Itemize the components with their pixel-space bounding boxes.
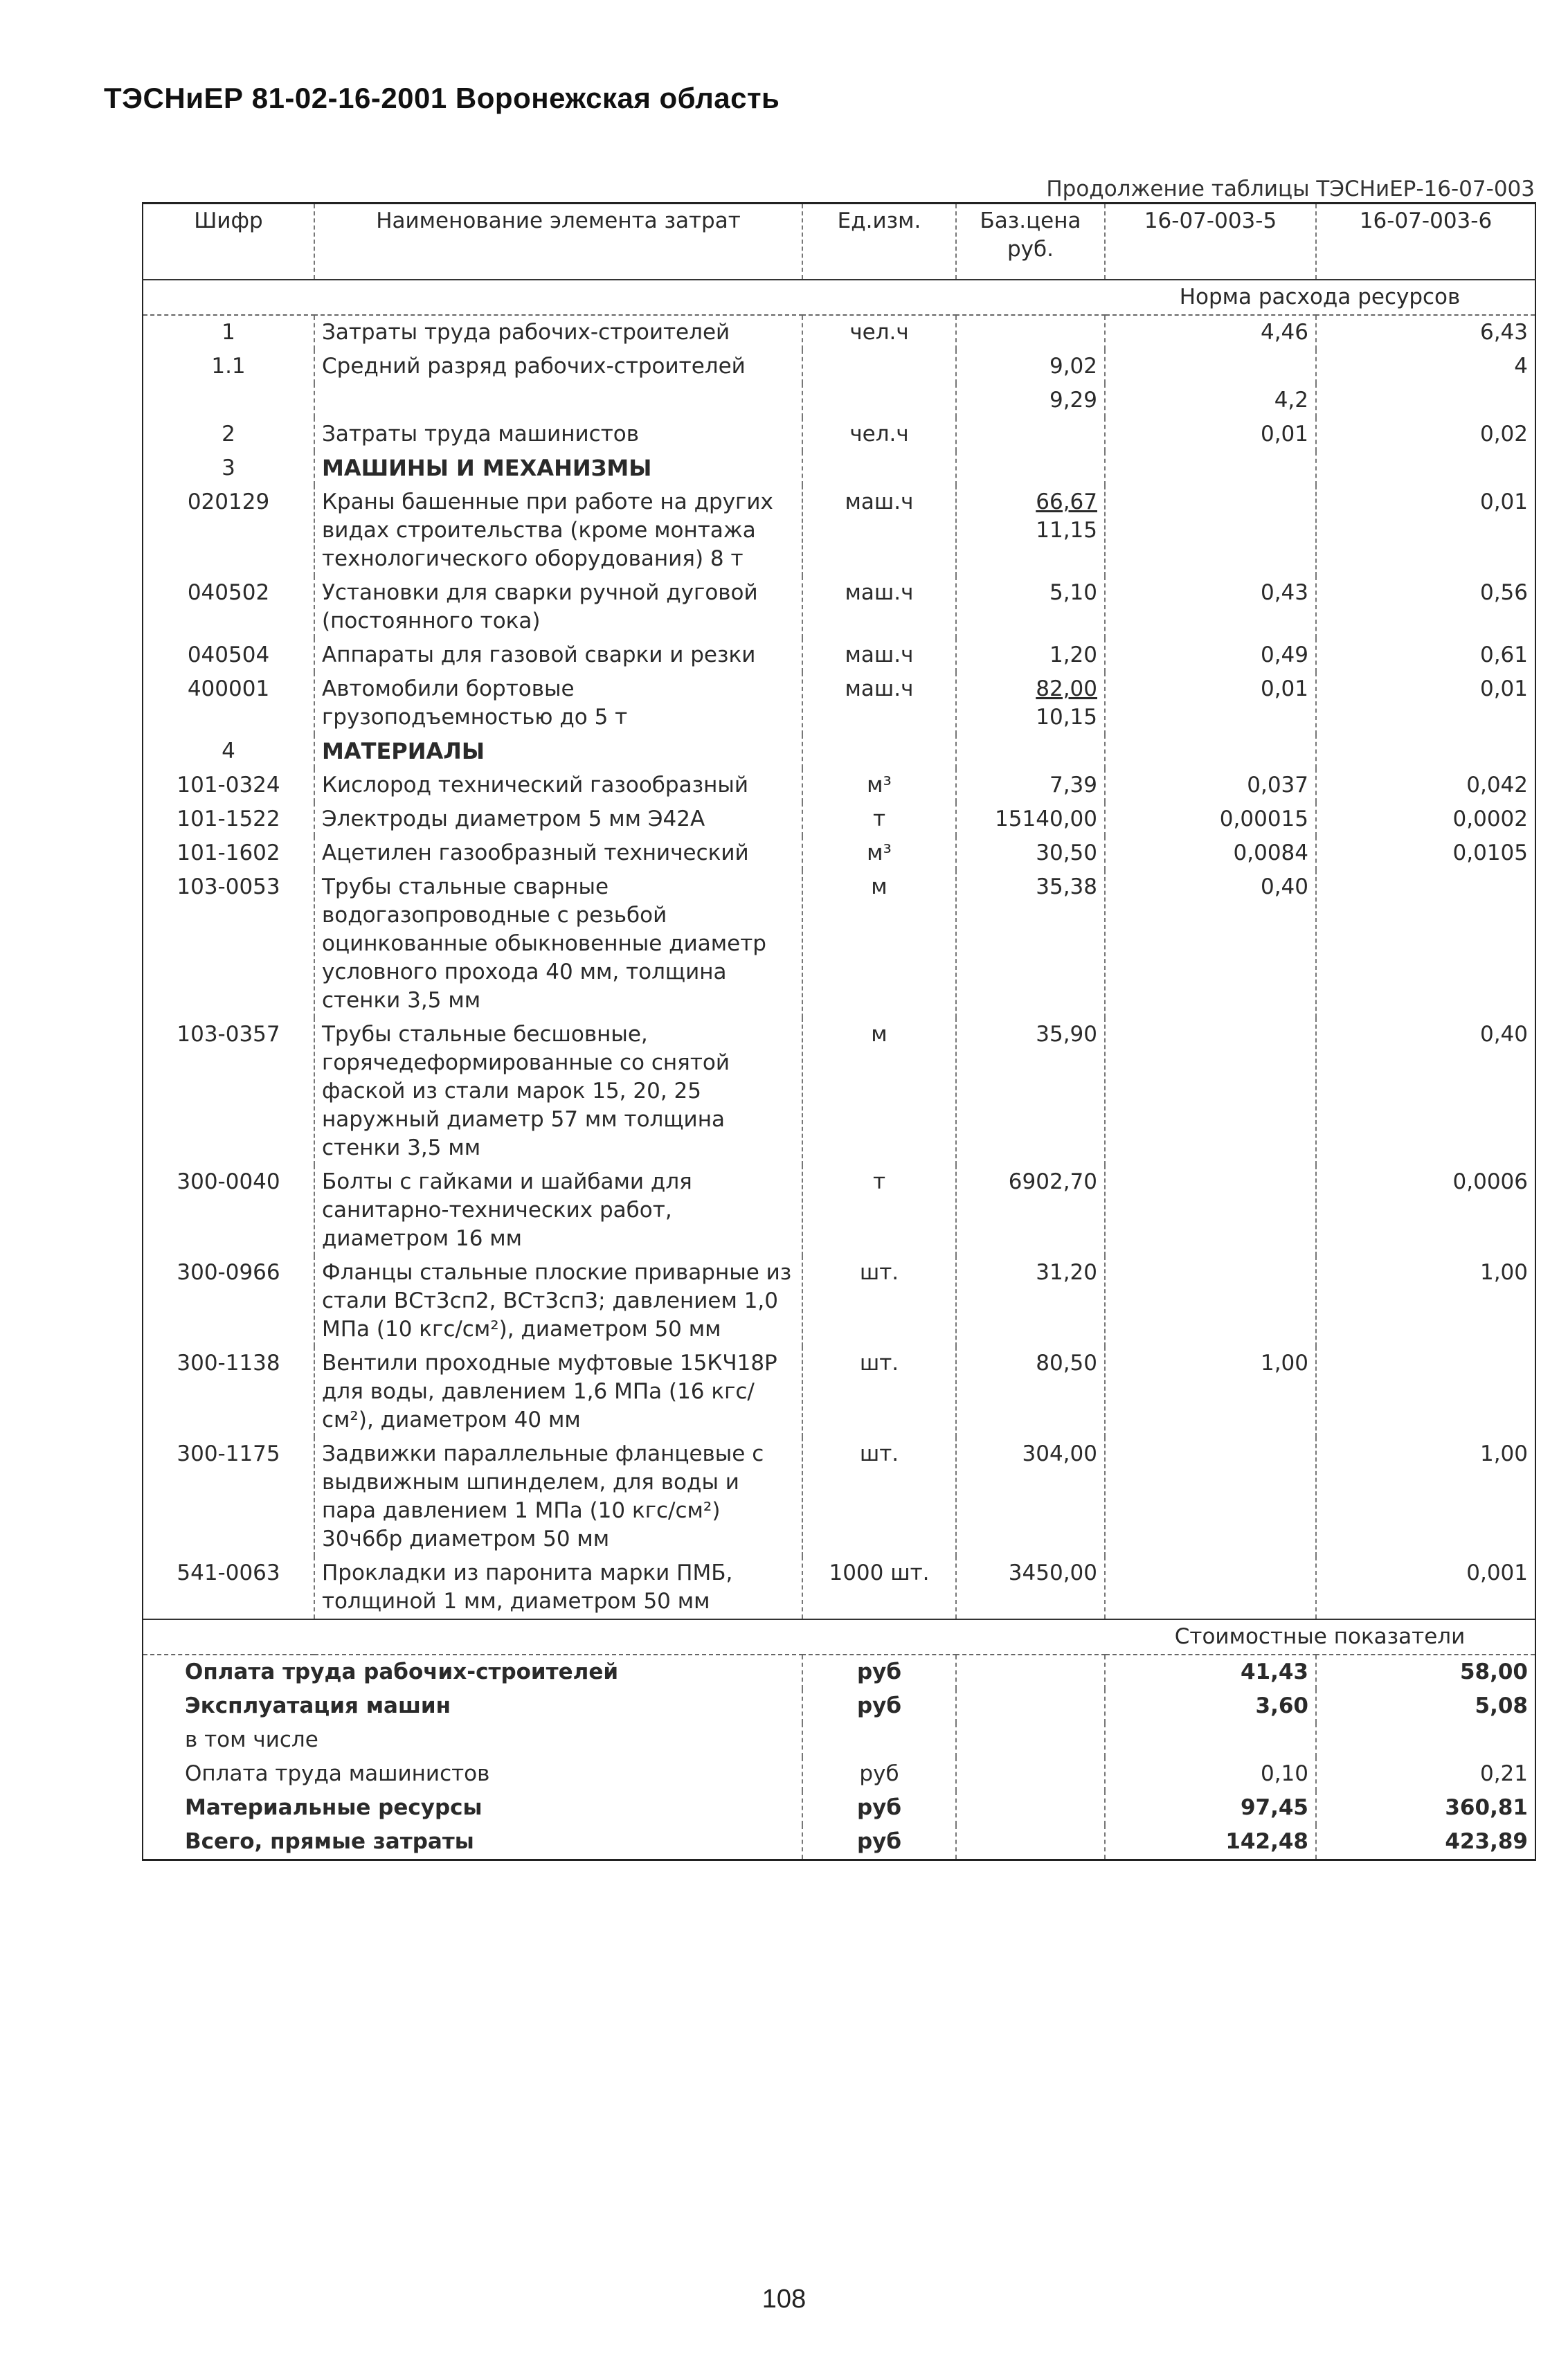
row-price xyxy=(956,451,1105,485)
row-value-a xyxy=(1105,1556,1316,1619)
row-price-wages: 10,15 xyxy=(1036,705,1097,730)
row-name: Вентили проходные муфтовые 15КЧ18Р для воды, давлением 1,6 МПа (16 кгс/см²), диаметром 40 мм xyxy=(314,1347,802,1437)
row-unit: шт. xyxy=(802,1256,956,1347)
total-label: Материальные ресурсы xyxy=(143,1791,802,1825)
row-unit xyxy=(802,350,956,384)
total-label: в том числе xyxy=(143,1723,802,1757)
total-row xyxy=(143,1791,1535,1825)
row-code xyxy=(143,384,314,417)
total-spacer xyxy=(956,1757,1105,1791)
row-unit: 1000 шт. xyxy=(802,1556,956,1619)
row-unit xyxy=(802,451,956,485)
row-price: 3450,00 xyxy=(956,1556,1105,1619)
row-code: 101-0324 xyxy=(143,768,314,802)
row-value-a: 4,2 xyxy=(1105,384,1316,417)
row-code: 541-0063 xyxy=(143,1556,314,1619)
total-spacer xyxy=(956,1689,1105,1723)
row-code: 101-1602 xyxy=(143,836,314,870)
table-row xyxy=(143,735,1535,768)
row-price xyxy=(956,315,1105,350)
row-code: 040504 xyxy=(143,638,314,672)
total-value-b: 360,81 xyxy=(1316,1791,1535,1825)
row-value-b: 1,00 xyxy=(1316,1437,1535,1556)
table-row xyxy=(143,638,1535,672)
cost-header-spacer xyxy=(143,1619,1105,1655)
row-value-b xyxy=(1316,384,1535,417)
table-row xyxy=(143,1437,1535,1556)
row-unit: м³ xyxy=(802,836,956,870)
header-col-b: 16-07-003-6 xyxy=(1316,204,1535,280)
row-value-b: 1,00 xyxy=(1316,1256,1535,1347)
row-value-a: 0,40 xyxy=(1105,870,1316,1018)
row-value-a: 0,0084 xyxy=(1105,836,1316,870)
row-code: 1 xyxy=(143,315,314,350)
total-value-a xyxy=(1105,1723,1316,1757)
row-name: Электроды диаметром 5 мм Э42А xyxy=(314,802,802,836)
row-value-a: 0,037 xyxy=(1105,768,1316,802)
row-price: 80,50 xyxy=(956,1347,1105,1437)
row-unit: м³ xyxy=(802,768,956,802)
header-unit: Ед.изм. xyxy=(802,204,956,280)
row-name: Трубы стальные бесшовные, горячедеформированные со снятой фаской из стали марок 15, 20, 25 наружный диаметр 57 мм толщина стенки 3,5 мм xyxy=(314,1018,802,1165)
total-value-a: 97,45 xyxy=(1105,1791,1316,1825)
row-code: 300-1138 xyxy=(143,1347,314,1437)
total-row xyxy=(143,1723,1535,1757)
row-unit: т xyxy=(802,1165,956,1256)
row-value-a xyxy=(1105,1256,1316,1347)
row-price: 5,10 xyxy=(956,576,1105,638)
total-row xyxy=(143,1825,1535,1860)
row-value-b: 0,56 xyxy=(1316,576,1535,638)
total-unit: руб xyxy=(802,1655,956,1689)
row-price: 304,00 xyxy=(956,1437,1105,1556)
row-unit xyxy=(802,735,956,768)
row-name xyxy=(314,384,802,417)
row-name: Затраты труда рабочих-строителей xyxy=(314,315,802,350)
total-spacer xyxy=(956,1723,1105,1757)
row-name: Аппараты для газовой сварки и резки xyxy=(314,638,802,672)
row-price-main: 82,00 xyxy=(1036,676,1097,701)
table-row xyxy=(143,1347,1535,1437)
row-code: 1.1 xyxy=(143,350,314,384)
row-value-b: 0,02 xyxy=(1316,417,1535,451)
total-label: Всего, прямые затраты xyxy=(143,1825,802,1860)
total-row xyxy=(143,1689,1535,1723)
row-name: Кислород технический газообразный xyxy=(314,768,802,802)
cost-header: Стоимостные показатели xyxy=(1105,1619,1535,1655)
table-row xyxy=(143,1556,1535,1619)
row-value-a xyxy=(1105,1437,1316,1556)
cost-header-row xyxy=(143,1619,1535,1655)
row-name: Установки для сварки ручной дуговой (постоянного тока) xyxy=(314,576,802,638)
row-price: 30,50 xyxy=(956,836,1105,870)
row-name: Задвижки параллельные фланцевые с выдвижным шпинделем, для воды и пара давлением 1 МПа (10 кгс/см²) 30ч6бр диаметром 50 мм xyxy=(314,1437,802,1556)
row-price xyxy=(956,417,1105,451)
row-value-a: 1,00 xyxy=(1105,1347,1316,1437)
row-name: Болты с гайками и шайбами для санитарно-технических работ, диаметром 16 мм xyxy=(314,1165,802,1256)
row-value-b: 0,0006 xyxy=(1316,1165,1535,1256)
total-unit: руб xyxy=(802,1757,956,1791)
row-value-b xyxy=(1316,451,1535,485)
total-value-a: 0,10 xyxy=(1105,1757,1316,1791)
total-value-b: 423,89 xyxy=(1316,1825,1535,1860)
total-label: Оплата труда рабочих-строителей xyxy=(143,1655,802,1689)
row-price xyxy=(956,485,1105,576)
table-row xyxy=(143,451,1535,485)
row-value-a: 0,00015 xyxy=(1105,802,1316,836)
table-row xyxy=(143,315,1535,350)
total-value-a: 142,48 xyxy=(1105,1825,1316,1860)
row-unit: маш.ч xyxy=(802,638,956,672)
row-name: МАШИНЫ И МЕХАНИЗМЫ xyxy=(314,451,802,485)
row-unit: м xyxy=(802,1018,956,1165)
table-row xyxy=(143,836,1535,870)
row-value-a: 0,01 xyxy=(1105,672,1316,735)
row-value-b xyxy=(1316,870,1535,1018)
row-price: 15140,00 xyxy=(956,802,1105,836)
row-code: 4 xyxy=(143,735,314,768)
row-price xyxy=(956,672,1105,735)
row-unit: шт. xyxy=(802,1347,956,1437)
row-code: 3 xyxy=(143,451,314,485)
row-price-wages: 11,15 xyxy=(1036,518,1097,543)
table-row xyxy=(143,672,1535,735)
row-price xyxy=(956,735,1105,768)
header-code: Шифр xyxy=(143,204,314,280)
row-value-b: 0,042 xyxy=(1316,768,1535,802)
row-unit: маш.ч xyxy=(802,672,956,735)
total-value-a: 3,60 xyxy=(1105,1689,1316,1723)
table-row xyxy=(143,768,1535,802)
row-price: 9,29 xyxy=(956,384,1105,417)
row-code: 020129 xyxy=(143,485,314,576)
total-unit: руб xyxy=(802,1791,956,1825)
table-row xyxy=(143,1018,1535,1165)
row-unit: маш.ч xyxy=(802,485,956,576)
table-row xyxy=(143,417,1535,451)
total-spacer xyxy=(956,1655,1105,1689)
table-row xyxy=(143,870,1535,1018)
row-price: 6902,70 xyxy=(956,1165,1105,1256)
row-value-a xyxy=(1105,735,1316,768)
row-price-main: 66,67 xyxy=(1036,489,1097,514)
header-col-a: 16-07-003-5 xyxy=(1105,204,1316,280)
total-value-a: 41,43 xyxy=(1105,1655,1316,1689)
row-price: 31,20 xyxy=(956,1256,1105,1347)
row-value-a: 0,49 xyxy=(1105,638,1316,672)
table-row xyxy=(143,384,1535,417)
table-row xyxy=(143,802,1535,836)
total-unit: руб xyxy=(802,1689,956,1723)
row-value-b: 4 xyxy=(1316,350,1535,384)
total-spacer xyxy=(956,1791,1105,1825)
total-row xyxy=(143,1655,1535,1689)
row-price: 9,02 xyxy=(956,350,1105,384)
row-code: 300-0966 xyxy=(143,1256,314,1347)
total-value-b: 0,21 xyxy=(1316,1757,1535,1791)
row-value-b: 6,43 xyxy=(1316,315,1535,350)
row-value-b: 0,61 xyxy=(1316,638,1535,672)
row-value-a: 0,01 xyxy=(1105,417,1316,451)
table-continuation-caption: Продолжение таблицы ТЭСНиЕР-16-07-003 xyxy=(1046,177,1535,201)
row-name: Средний разряд рабочих-строителей xyxy=(314,350,802,384)
row-unit: маш.ч xyxy=(802,576,956,638)
row-code: 300-1175 xyxy=(143,1437,314,1556)
resource-norms-table xyxy=(142,202,1536,1861)
row-unit: шт. xyxy=(802,1437,956,1556)
row-price: 1,20 xyxy=(956,638,1105,672)
row-value-a xyxy=(1105,451,1316,485)
table-row xyxy=(143,576,1535,638)
table-row xyxy=(143,485,1535,576)
row-value-a xyxy=(1105,1018,1316,1165)
row-code: 2 xyxy=(143,417,314,451)
row-code: 040502 xyxy=(143,576,314,638)
row-unit: чел.ч xyxy=(802,315,956,350)
table-row xyxy=(143,1165,1535,1256)
row-value-a xyxy=(1105,350,1316,384)
row-name: Трубы стальные сварные водогазопроводные с резьбой оцинкованные обыкновенные диаметр условного прохода 40 мм, толщина стенки 3,5 мм xyxy=(314,870,802,1018)
row-unit: т xyxy=(802,802,956,836)
header-name: Наименование элемента затрат xyxy=(314,204,802,280)
row-value-a: 4,46 xyxy=(1105,315,1316,350)
row-name: Автомобили бортовые грузоподъемностью до 5 т xyxy=(314,672,802,735)
total-unit: руб xyxy=(802,1825,956,1860)
total-label: Оплата труда машинистов xyxy=(143,1757,802,1791)
row-code: 400001 xyxy=(143,672,314,735)
total-label: Эксплуатация машин xyxy=(143,1689,802,1723)
row-value-b: 0,0002 xyxy=(1316,802,1535,836)
row-value-b xyxy=(1316,735,1535,768)
row-name: Фланцы стальные плоские приварные из стали ВСт3сп2, ВСт3сп3; давлением 1,0 МПа (10 кгс/см²), диаметром 50 мм xyxy=(314,1256,802,1347)
row-code: 103-0053 xyxy=(143,870,314,1018)
total-value-b xyxy=(1316,1723,1535,1757)
table-row xyxy=(143,1256,1535,1347)
total-unit xyxy=(802,1723,956,1757)
row-value-a xyxy=(1105,1165,1316,1256)
row-name: МАТЕРИАЛЫ xyxy=(314,735,802,768)
total-spacer xyxy=(956,1825,1105,1860)
row-value-a: 0,43 xyxy=(1105,576,1316,638)
norm-header: Норма расхода ресурсов xyxy=(1105,280,1535,315)
row-unit xyxy=(802,384,956,417)
header-price xyxy=(956,204,1105,280)
norm-header-row xyxy=(143,280,1535,315)
row-unit: чел.ч xyxy=(802,417,956,451)
row-name: Ацетилен газообразный технический xyxy=(314,836,802,870)
row-code: 300-0040 xyxy=(143,1165,314,1256)
document-title: ТЭСНиЕР 81-02-16-2001 Воронежская область xyxy=(104,82,780,114)
row-code: 103-0357 xyxy=(143,1018,314,1165)
row-value-b: 0,001 xyxy=(1316,1556,1535,1619)
row-name: Прокладки из паронита марки ПМБ, толщиной 1 мм, диаметром 50 мм xyxy=(314,1556,802,1619)
row-unit: м xyxy=(802,870,956,1018)
row-price: 7,39 xyxy=(956,768,1105,802)
header-price-line2: руб. xyxy=(1007,237,1054,262)
total-row xyxy=(143,1757,1535,1791)
row-value-b: 0,0105 xyxy=(1316,836,1535,870)
row-value-b: 0,01 xyxy=(1316,672,1535,735)
table-row xyxy=(143,350,1535,384)
row-value-b: 0,40 xyxy=(1316,1018,1535,1165)
row-price: 35,90 xyxy=(956,1018,1105,1165)
total-value-b: 58,00 xyxy=(1316,1655,1535,1689)
row-name: Краны башенные при работе на других видах строительства (кроме монтажа технологического оборудования) 8 т xyxy=(314,485,802,576)
page-number: 108 xyxy=(762,2285,806,2314)
row-value-b: 0,01 xyxy=(1316,485,1535,576)
norm-header-spacer xyxy=(143,280,1105,315)
table-header-row xyxy=(143,204,1535,280)
row-price: 35,38 xyxy=(956,870,1105,1018)
row-code: 101-1522 xyxy=(143,802,314,836)
row-value-b xyxy=(1316,1347,1535,1437)
row-name: Затраты труда машинистов xyxy=(314,417,802,451)
total-value-b: 5,08 xyxy=(1316,1689,1535,1723)
row-value-a xyxy=(1105,485,1316,576)
header-price-line1: Баз.цена xyxy=(980,208,1081,233)
